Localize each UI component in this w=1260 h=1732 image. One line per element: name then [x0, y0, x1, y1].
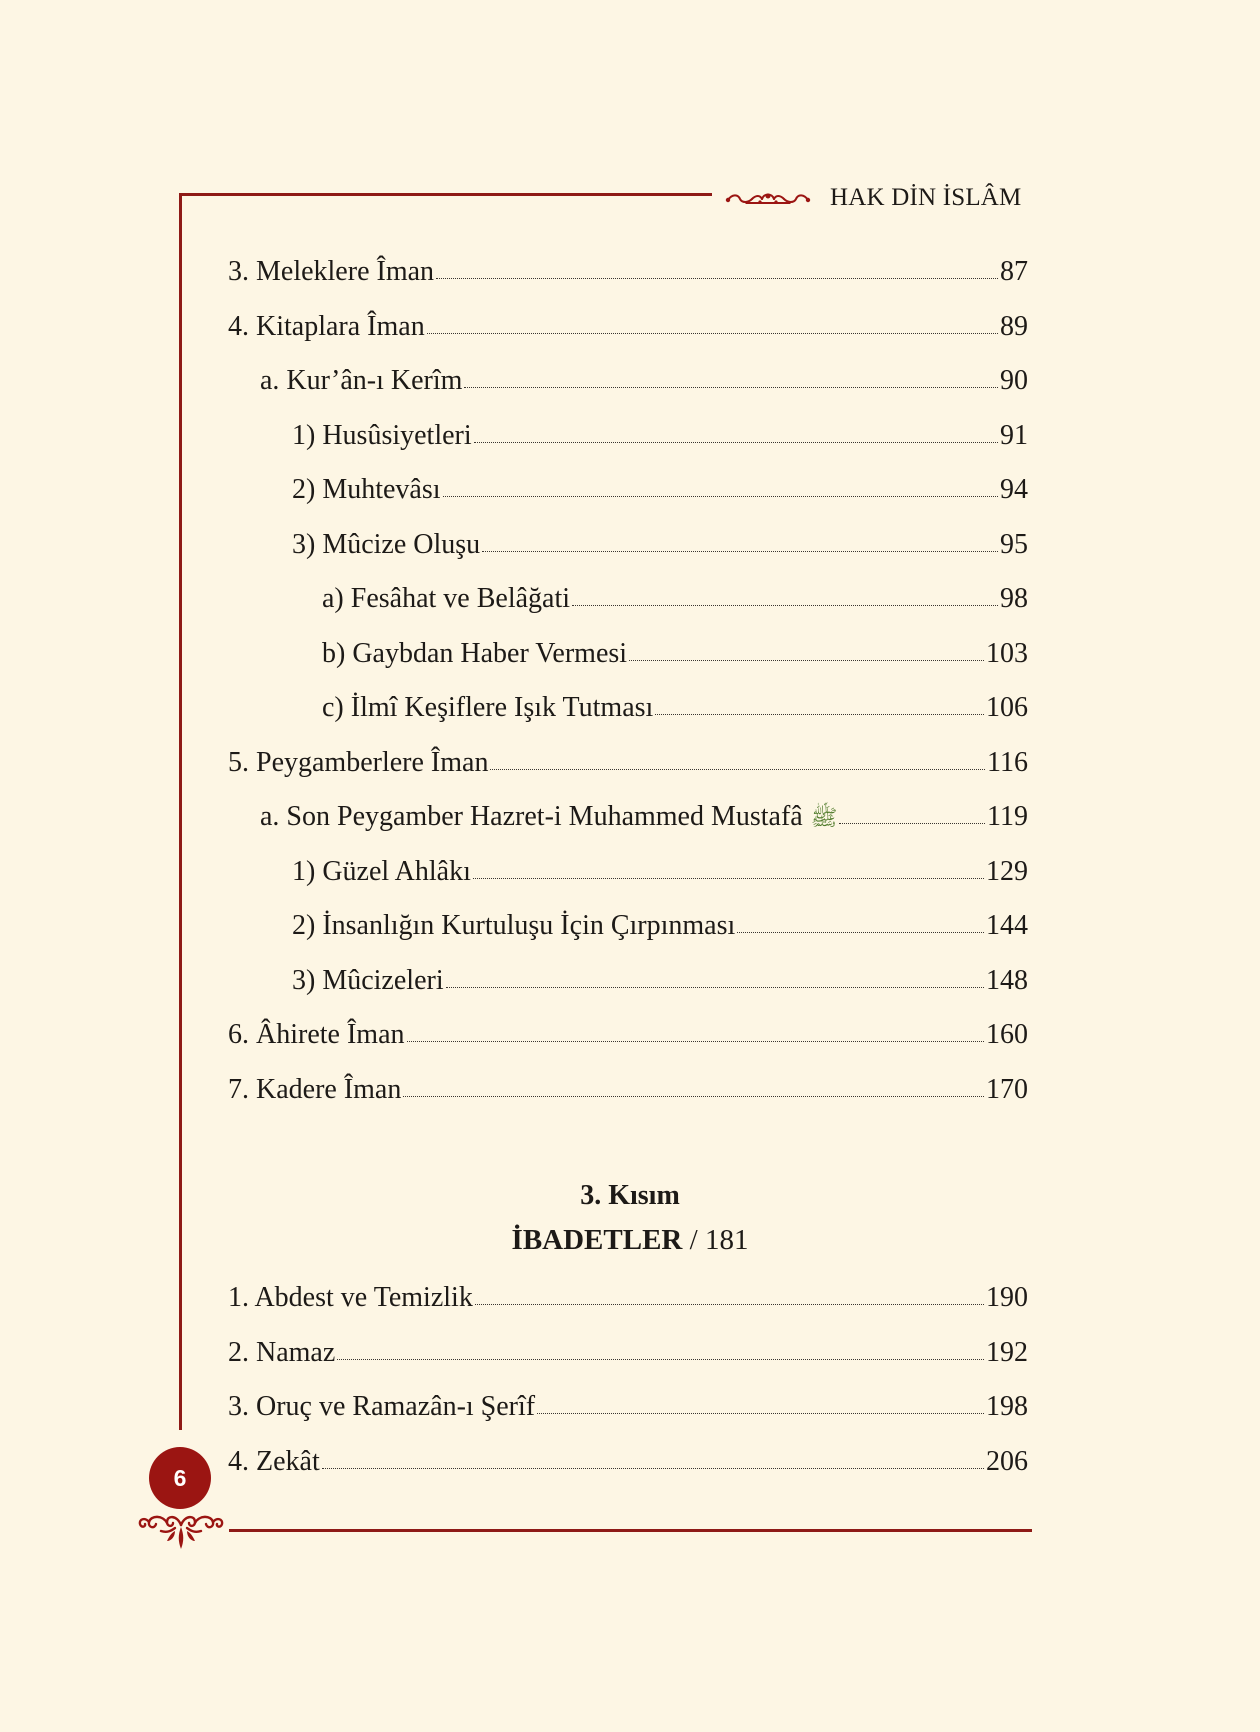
toc-entry-label: 5. Peygamberlere Îman: [228, 746, 489, 778]
dot-leader: [482, 551, 998, 552]
frame-top-rule: [179, 193, 712, 196]
toc-entry-page: 148: [986, 964, 1028, 996]
toc-entry-label: 3) Mûcize Oluşu: [292, 528, 481, 560]
toc-entry-page: 89: [1000, 310, 1028, 342]
toc-entry-label: a) Fesâhat ve Belâğati: [322, 583, 571, 614]
toc-entry[interactable]: [292, 954, 1028, 1009]
toc-entry[interactable]: [228, 300, 1028, 355]
toc-entry-page: 103: [986, 637, 1028, 669]
section-part-label: 3. Kısım: [580, 1180, 680, 1211]
dot-leader: [839, 823, 985, 824]
frame-bottom-rule: [229, 1529, 1032, 1532]
toc-entry-page: 116: [987, 746, 1028, 778]
toc-entry-label: 2) Muhtevâsı: [292, 474, 441, 505]
toc-entry[interactable]: [228, 1326, 1028, 1381]
toc-entry[interactable]: [228, 1008, 1028, 1063]
toc-entry-page: 206: [986, 1445, 1028, 1477]
toc-entry-page: 170: [986, 1073, 1028, 1105]
section-separator: /: [689, 1224, 698, 1256]
toc-entry[interactable]: [292, 518, 1028, 573]
toc-entry-page: 106: [986, 692, 1028, 723]
toc-entry-label: 2. Namaz: [228, 1336, 336, 1368]
toc-entry-page: 160: [986, 1019, 1028, 1050]
dot-leader: [407, 1041, 985, 1042]
toc-entry-label: 1) Husûsiyetleri: [292, 419, 472, 451]
dot-leader: [322, 1468, 984, 1469]
toc-entry[interactable]: [228, 1380, 1028, 1435]
toc-entry-label: 3. Oruç ve Ramazân-ı Şerîf: [228, 1391, 536, 1422]
toc-entry-page: 95: [1000, 528, 1028, 560]
dot-leader: [443, 496, 998, 497]
toc-entry[interactable]: [228, 245, 1028, 300]
dot-leader: [737, 932, 984, 933]
toc-entry[interactable]: [292, 899, 1028, 954]
toc-entry[interactable]: [322, 572, 1028, 627]
page-number-badge: 6: [149, 1447, 211, 1509]
dot-leader: [403, 1096, 984, 1097]
toc-entry[interactable]: [228, 736, 1028, 791]
toc-entry-label: 3) Mûcizeleri: [292, 964, 444, 996]
toc-entry[interactable]: [322, 627, 1028, 682]
toc-entry[interactable]: [260, 354, 1028, 409]
toc-entry-page: 98: [1000, 583, 1028, 614]
section-heading[interactable]: [0, 1220, 1260, 1260]
footer-ornament-icon: [137, 1511, 225, 1551]
toc-entry[interactable]: [228, 1271, 1028, 1326]
dot-leader: [629, 660, 984, 661]
toc-entry[interactable]: [228, 1063, 1028, 1118]
dot-leader: [446, 987, 984, 988]
toc-entry-page: 91: [1000, 419, 1028, 451]
toc-entry-label: 3. Meleklere Îman: [228, 256, 435, 287]
toc-entry-label: a. Son Peygamber Hazret-i Muhammed Mustafâ: [260, 801, 803, 832]
section-page: 181: [704, 1224, 749, 1256]
toc-entry-page: 94: [1000, 474, 1028, 505]
dot-leader: [490, 769, 985, 770]
toc-entry-page: 90: [1000, 365, 1028, 396]
dot-leader: [436, 278, 998, 279]
dot-leader: [537, 1413, 984, 1414]
dot-leader: [655, 714, 984, 715]
toc-entry-label: 4. Kitaplara Îman: [228, 310, 425, 342]
toc-entry-label: c) İlmî Keşiflere Işık Tutması: [322, 692, 654, 723]
salawat-honorific-icon: ﷺ: [810, 805, 838, 830]
book-title: HAK DİN İSLÂM: [830, 184, 1022, 211]
toc-entry-page: 192: [986, 1336, 1028, 1368]
toc-entry[interactable]: [292, 409, 1028, 464]
toc-entry-label: 2) İnsanlığın Kurtuluşu İçin Çırpınması: [292, 910, 736, 941]
toc-entry-page: 190: [986, 1282, 1028, 1313]
section-title: İBADETLER: [511, 1224, 683, 1256]
toc-entry[interactable]: [292, 845, 1028, 900]
dot-leader: [427, 333, 998, 334]
toc-entry[interactable]: [228, 1435, 1028, 1490]
toc-entry-page: 198: [986, 1391, 1028, 1422]
toc-entry-label: 4. Zekât: [228, 1445, 320, 1477]
toc-entry[interactable]: [260, 790, 1028, 845]
dot-leader: [337, 1359, 984, 1360]
toc-entry-label: a. Kur’ân-ı Kerîm: [260, 365, 463, 396]
dot-leader: [474, 442, 998, 443]
toc-entry-label: 7. Kadere Îman: [228, 1073, 402, 1105]
toc-entry-label: 1) Güzel Ahlâkı: [292, 855, 471, 887]
dot-leader: [475, 1304, 984, 1305]
toc-entry-page: 129: [986, 855, 1028, 887]
dot-leader: [572, 605, 998, 606]
dot-leader: [473, 878, 984, 879]
toc-entry-label: 6. Âhirete Îman: [228, 1019, 405, 1050]
toc-entry[interactable]: [322, 681, 1028, 736]
toc-entry-label: 1. Abdest ve Temizlik: [228, 1282, 473, 1313]
header-ornament-icon: [724, 190, 812, 208]
toc-entry[interactable]: [292, 463, 1028, 518]
dot-leader: [464, 387, 998, 388]
toc-entry-label: b) Gaybdan Haber Vermesi: [322, 637, 628, 669]
toc-entry-page: 144: [986, 910, 1028, 941]
toc-entry-page: 119: [987, 801, 1028, 832]
toc-entry-page: 87: [1000, 256, 1028, 287]
